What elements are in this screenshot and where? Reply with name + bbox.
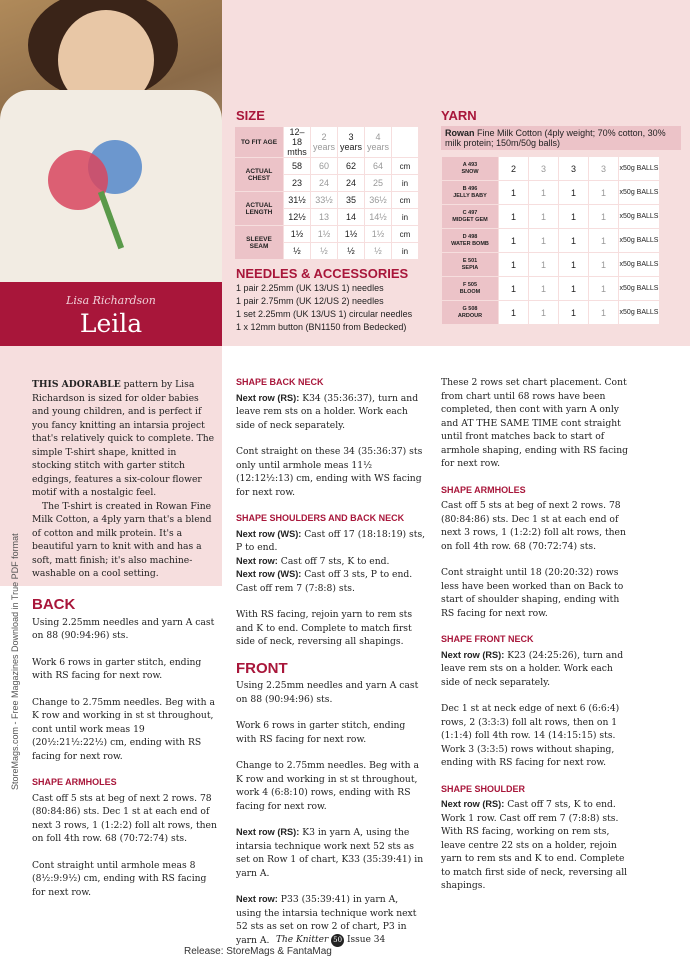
yarn-quantity: 1 [589,301,619,325]
size-value: 58 [284,158,311,175]
yarn-quantity: 1 [529,277,559,301]
yarn-row [442,229,660,253]
yarn-quantity: 1 [499,181,529,205]
yarn-unit: x50g BALLS [619,181,660,205]
row-label: Next row: [236,555,278,566]
title-band [0,282,222,346]
yarn-code: A 493 [462,161,478,168]
yarn-quantity: 1 [499,205,529,229]
row-text: Cast off 3 sts, P to end. [304,569,413,580]
size-row [235,192,419,209]
size-label: ACTUAL CHEST [235,158,284,192]
front-p2: Work 6 rows in garter stitch, ending with RS facing for next row. [236,720,406,745]
yarn-desc: Fine Milk Cotton (4ply weight; 70% cotton, 30% milk protein; 150m/50g balls) [445,128,666,148]
size-unit: cm [392,226,419,243]
size-value: 36½ [365,192,392,209]
shoulder-heading: SHAPE SHOULDER [441,783,526,794]
designer-name: Lisa Richardson [66,294,156,307]
row-label: Next row (RS): [236,392,300,403]
yarn-label [442,157,499,181]
back-p4: Cast off 5 sts at beg of next 2 rows. 78 (80:84:86) sts. Dec 1 st at each end of next 3 rows, 1 (1:2:2) foll alt rows, then on foll 4th row. 68 (70:72:74) sts. [32,792,217,844]
intro-column [32,378,218,594]
yarn-quantity: 1 [529,181,559,205]
yarn-code: G 508 [462,305,478,312]
back-p1: Using 2.25mm needles and yarn A cast on 88 (90:94:96) sts. [32,616,215,641]
needle-item: 1 pair 2.25mm (UK 13/US 1) needles [236,283,384,293]
size-value: 31½ [284,192,311,209]
front-p3: Change to 2.75mm needles. Beg with a K row and working in st st throughout, work 4 (6:8:10) rows, ending with RS facing for next row. [236,760,419,812]
issue-number: Issue 34 [347,935,386,945]
size-value: 12½ [284,209,311,226]
yarn-quantity: 1 [499,277,529,301]
yarn-shade: SEPIA [461,264,479,271]
yarn-row [442,205,660,229]
yarn-code: C 497 [462,209,478,216]
yarn-unit: x50g BALLS [619,301,660,325]
yarn-unit: x50g BALLS [619,157,660,181]
row-label: Next row: [236,894,278,904]
row-text: Cast off 7 sts, K to end. [507,799,616,810]
yarn-label [442,277,499,301]
col3-s2: Work 1 row. Cast off rem 7 (7:8:8) sts. With RS facing, working on rem sts, leave centre 22 sts on a holder, rejoin yarn to rem sts and K to end. Complete to match first side of neck, reversing all shapings. [441,812,628,891]
size-value: 4 years [365,127,392,158]
col3-p3: Cont straight until 18 (20:20:32) rows less have been worked than on Back to start of shoulder shaping, ending with RS facing for next row. [441,567,624,619]
row-label: Next row (WS): [236,569,302,579]
col3-p2: Cast off 5 sts at beg of next 2 rows. 78 (80:84:86) sts. Dec 1 st at each end of next 3 rows, 1 (1:2:2) foll alt rows, then on foll 4th row. 68 (70:72:74) sts. [441,500,626,552]
yarn-row [442,157,660,181]
yarn-quantity: 1 [559,181,589,205]
size-value: ½ [365,243,392,260]
size-label: SLEEVE SEAM [235,226,284,260]
yarn-quantity: 1 [499,253,529,277]
size-table [234,126,419,260]
yarn-shade: SNOW [461,168,479,175]
row-text: Cast off 7 sts, K to end. [280,555,390,567]
yarn-quantity: 1 [589,277,619,301]
row-label: Next row (WS): [236,528,302,539]
yarn-label [442,229,499,253]
sidebar-watermark [8,430,22,790]
release-credit: Release: StoreMags & FantaMag [184,946,332,957]
back-heading: BACK [32,596,76,613]
yarn-label [442,301,499,325]
size-value: 3 years [338,127,365,158]
size-unit: cm [392,192,419,209]
size-unit: in [392,243,419,260]
yarn-label [442,253,499,277]
size-value: 24 [311,175,338,192]
col3-p4: Dec 1 st at neck edge of next 6 (6:6:4) rows, 2 (3:3:3) foll alt rows, then on 1 (1:1:4) foll 4th row. 14 (14:15:15) sts. Work 3 (3:3:5) rows without shaping, ending with RS facing for next row. [441,703,620,768]
yarn-code: B 496 [462,185,478,192]
yarn-shade: ARDOUR [457,312,483,319]
needles-list [236,282,412,334]
size-value: 23 [284,175,311,192]
size-value: ½ [311,243,338,260]
row-label: Next row (RS): [236,827,300,837]
front-neck-heading: SHAPE FRONT NECK [441,634,534,644]
needle-item: 1 set 2.25mm (UK 13/US 1) circular needles [236,309,413,319]
needle-item: 1 pair 2.75mm (UK 12/US 2) needles [236,296,384,306]
yarn-quantity: 1 [589,205,619,229]
row-text: P33 (35:39:41) in yarn A, using the intarsia technique work next 52 sts as set on row 2 of chart, P3 in yarn A. [236,894,417,946]
yarn-quantity: 2 [499,157,529,181]
yarn-quantity: 1 [529,229,559,253]
yarn-quantity: 1 [499,301,529,325]
yarn-quantity: 1 [529,205,559,229]
yarn-unit: x50g BALLS [619,253,660,277]
size-unit: cm [392,158,419,175]
yarn-label [442,205,499,229]
size-row [235,127,419,158]
row-text: Cast off 17 (18:18:19) sts, P to end. [236,528,426,553]
yarn-heading: YARN [441,108,477,123]
size-value: 1½ [284,226,311,243]
yarn-quantity: 1 [559,205,589,229]
size-value: 62 [338,158,365,175]
size-value: 14 [338,209,365,226]
yarn-code: E 501 [462,257,478,264]
col2-p2: With RS facing, rejoin yarn to rem sts and K to end. Complete to match first side of neck, reversing all shapings. [236,609,413,647]
size-row [235,226,419,243]
yarn-brand: Rowan [445,128,475,138]
yarn-row [442,253,660,277]
yarn-quantity: 1 [559,229,589,253]
yarn-table [441,156,660,325]
yarn-row [442,277,660,301]
intro-p2: The T-shirt is created in Rowan Fine Milk Cotton, a 4ply yarn that's a blend of cotton and milk protein. It's a beautiful yarn to knit with and has a soft, matt finish; it's also machine-washable on a cool setting. [32,500,212,579]
front-armholes-heading: SHAPE ARMHOLES [441,484,526,495]
yarn-unit: x50g BALLS [619,229,660,253]
front-heading: FRONT [236,659,288,677]
magazine-name: The Knitter [276,935,329,945]
yarn-quantity: 1 [589,253,619,277]
row-label: Next row (RS): [441,799,505,809]
sidebar-text: StoreMags.com - Free Magazines Download in True PDF format [10,533,20,790]
size-unit: in [392,209,419,226]
size-unit [392,127,419,158]
intro-p1: pattern by Lisa Richardson is sized for older babies and young children, and is perfect if you fancy knitting an intarsia project that's relatively quick to complete. The simple T-shirt shape, knitted in stocking stitch with garter stitch edgings, features a six-colour flower motif with a nostalgic feel. [32,379,215,498]
yarn-shade: MIDGET GEM [452,216,488,223]
size-row [235,158,419,175]
front-p1: Using 2.25mm needles and yarn A cast on 88 (90:94:96) sts. [236,680,419,705]
size-value: 13 [311,209,338,226]
yarn-quantity: 1 [529,301,559,325]
size-value: 25 [365,175,392,192]
yarn-unit: x50g BALLS [619,277,660,301]
row-text: K23 (24:25:26), turn and leave rem sts on a holder. Work each side of neck separately. [441,649,624,688]
yarn-quantity: 1 [559,253,589,277]
yarn-quantity: 3 [559,157,589,181]
back-p2: Work 6 rows in garter stitch, ending with RS facing for next row. [32,656,202,681]
size-value: ½ [338,243,365,260]
size-value: 33½ [311,192,338,209]
size-value: 1½ [365,226,392,243]
size-value: ½ [284,243,311,260]
yarn-quantity: 1 [559,277,589,301]
needle-item: 1 x 12mm button (BN1150 from Bedecked) [236,322,407,332]
yarn-quantity: 3 [589,157,619,181]
size-unit: in [392,175,419,192]
size-value: 1½ [311,226,338,243]
yarn-intro [441,126,681,150]
column-2 [236,376,426,960]
col3-p1: These 2 rows set chart placement. Cont from chart until 68 rows have been completed, then cont with yarn A only and AT THE SAME TIME cont straight until front matches back to start of armhole shaping, ending with RS facing for next row. [441,377,629,469]
yarn-quantity: 1 [529,253,559,277]
needles-heading: NEEDLES & ACCESSORIES [236,266,409,281]
page-number: 50 [331,934,344,947]
yarn-code: F 505 [462,281,478,288]
back-armholes-heading: SHAPE ARMHOLES [32,777,117,787]
row-label: Next row (RS): [441,649,505,660]
yarn-shade: JELLY BABY [453,192,487,199]
yarn-shade: WATER BOMB [451,240,489,247]
pattern-name: Leila [79,309,143,338]
yarn-unit: x50g BALLS [619,205,660,229]
cover-photo [0,0,222,282]
size-value: 1½ [338,226,365,243]
back-p3: Change to 2.75mm needles. Beg with a K row and working in st st throughout, cont until work meas 19 (20½:21½:22½) cm, ending with RS facing for next row. [32,696,215,762]
shoulders-heading: SHAPE SHOULDERS AND BACK NECK [236,513,405,523]
row-text: K34 (35:36:37), turn and leave rem sts on a holder. Work each side of neck separately. [236,392,419,431]
size-value: 24 [338,175,365,192]
size-value: 35 [338,192,365,209]
col2-r4: Cast off rem 7 (7:8:8) sts. [236,582,355,594]
back-neck-heading: SHAPE BACK NECK [236,377,324,387]
yarn-quantity: 3 [529,157,559,181]
size-value: 12–18 mths [284,127,311,158]
size-value: 14½ [365,209,392,226]
back-column [32,598,218,912]
yarn-quantity: 1 [589,229,619,253]
yarn-quantity: 1 [559,301,589,325]
size-value: 64 [365,158,392,175]
yarn-row [442,301,660,325]
column-3 [441,376,633,906]
yarn-row [442,181,660,205]
size-label: ACTUAL LENGTH [235,192,284,226]
yarn-quantity: 1 [589,181,619,205]
row-text: K3 in yarn A, using the intarsia technique work next 52 sts as set on Row 1 of chart, K33 (35:39:41) in yarn A. [236,827,424,879]
intro-lead: THIS ADORABLE [32,379,121,390]
col2-p1: Cont straight on these 34 (35:36:37) sts only until armhole meas 11½ (12:12½:13) cm, ending with WS facing for next row. [236,446,423,498]
size-heading: SIZE [236,108,265,123]
size-value: 60 [311,158,338,175]
yarn-label [442,181,499,205]
size-label: TO FIT AGE [235,127,284,158]
size-value: 2 years [311,127,338,158]
yarn-code: D 498 [462,233,478,240]
yarn-shade: BLOOM [459,288,481,295]
back-p5: Cont straight until armhole meas 8 (8½:9:9½) cm, ending with RS facing for next row. [32,859,207,898]
yarn-quantity: 1 [499,229,529,253]
